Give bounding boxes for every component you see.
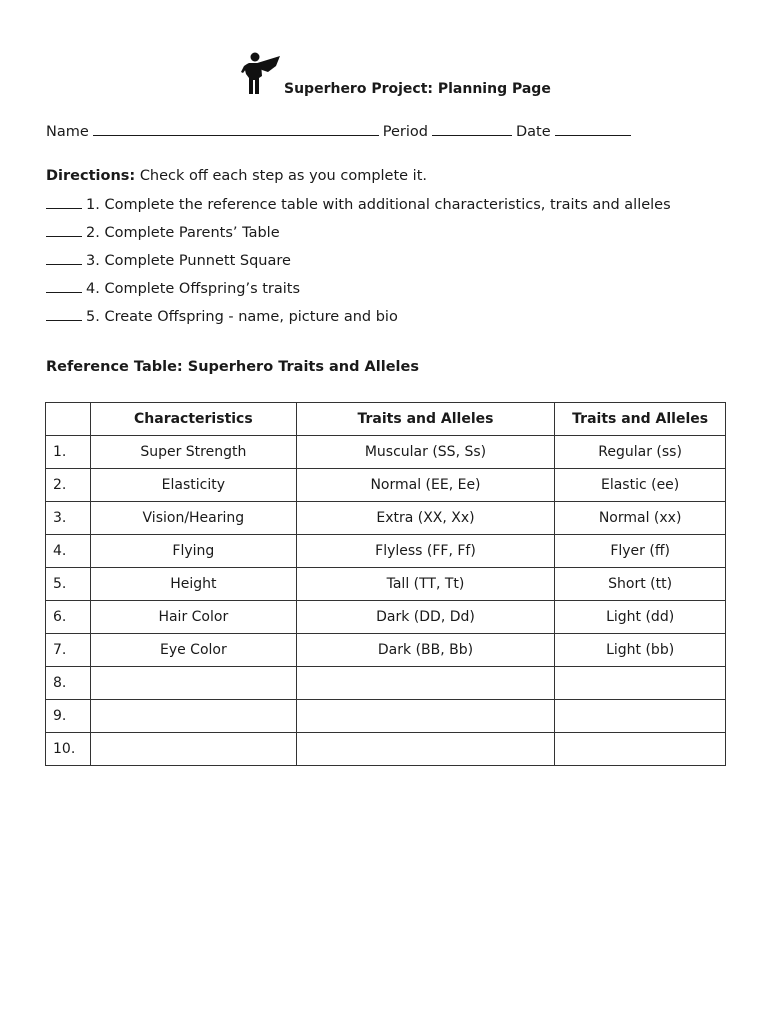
table-cell[interactable] (296, 733, 555, 766)
table-cell: Light (dd) (555, 601, 726, 634)
superhero-cape-icon (240, 50, 284, 96)
directions-text: Check off each step as you complete it. (139, 168, 428, 184)
table-cell[interactable] (90, 667, 296, 700)
date-label: Date (516, 124, 551, 140)
period-label: Period (382, 124, 428, 140)
row-number-cell: 3. (46, 502, 91, 535)
table-cell: Tall (TT, Tt) (296, 568, 555, 601)
date-field[interactable] (555, 123, 631, 136)
table-row (46, 733, 726, 766)
step-checkbox-blank[interactable] (46, 252, 82, 265)
table-cell: Short (tt) (555, 568, 726, 601)
table-header-row (46, 403, 726, 436)
table-cell[interactable] (296, 667, 555, 700)
step-text: 3. Complete Punnett Square (86, 253, 291, 269)
page-header (0, 48, 770, 98)
table-row (46, 634, 726, 667)
name-label: Name (46, 124, 89, 140)
table-cell: Dark (DD, Dd) (296, 601, 555, 634)
table-cell: Normal (xx) (555, 502, 726, 535)
header-cell: Characteristics (90, 403, 296, 436)
table-cell[interactable] (555, 667, 726, 700)
row-number-cell: 4. (46, 535, 91, 568)
header-cell (46, 403, 91, 436)
page-title: Superhero Project: Planning Page (284, 81, 551, 97)
table-cell: Elastic (ee) (555, 469, 726, 502)
table-row (46, 502, 726, 535)
table-row (46, 436, 726, 469)
header-cell: Traits and Alleles (296, 403, 555, 436)
row-number-cell: 2. (46, 469, 91, 502)
table-cell: Hair Color (90, 601, 296, 634)
step-checkbox-blank[interactable] (46, 280, 82, 293)
row-number-cell: 1. (46, 436, 91, 469)
table-cell: Vision/Hearing (90, 502, 296, 535)
table-row (46, 700, 726, 733)
step-item (46, 224, 671, 252)
table-cell[interactable] (90, 700, 296, 733)
step-item (46, 280, 671, 308)
header-cell: Traits and Alleles (555, 403, 726, 436)
step-checklist (46, 196, 671, 336)
row-number-cell: 6. (46, 601, 91, 634)
table-cell: Flyless (FF, Ff) (296, 535, 555, 568)
table-row (46, 568, 726, 601)
step-text: 2. Complete Parents’ Table (86, 225, 280, 241)
table-row (46, 535, 726, 568)
table-row (46, 469, 726, 502)
table-cell[interactable] (296, 700, 555, 733)
table-cell: Normal (EE, Ee) (296, 469, 555, 502)
step-text: 4. Complete Offspring’s traits (86, 281, 301, 297)
row-number-cell: 10. (46, 733, 91, 766)
table-cell: Flying (90, 535, 296, 568)
row-number-cell: 9. (46, 700, 91, 733)
step-item (46, 252, 671, 280)
step-item (46, 196, 671, 224)
table-cell: Elasticity (90, 469, 296, 502)
table-cell: Height (90, 568, 296, 601)
step-checkbox-blank[interactable] (46, 224, 82, 237)
row-number-cell: 8. (46, 667, 91, 700)
period-field[interactable] (432, 123, 512, 136)
table-cell: Super Strength (90, 436, 296, 469)
table-cell: Dark (BB, Bb) (296, 634, 555, 667)
directions-label: Directions: (46, 168, 136, 184)
table-cell[interactable] (90, 733, 296, 766)
table-row (46, 667, 726, 700)
table-cell: Eye Color (90, 634, 296, 667)
step-item (46, 308, 671, 336)
row-number-cell: 7. (46, 634, 91, 667)
step-text: 5. Create Offspring - name, picture and bio (86, 309, 398, 325)
reference-table (45, 402, 726, 766)
table-cell: Flyer (ff) (555, 535, 726, 568)
student-info-line (46, 123, 631, 140)
table-cell: Muscular (SS, Ss) (296, 436, 555, 469)
directions (46, 168, 427, 184)
step-checkbox-blank[interactable] (46, 308, 82, 321)
table-cell: Extra (XX, Xx) (296, 502, 555, 535)
name-field[interactable] (93, 123, 379, 136)
row-number-cell: 5. (46, 568, 91, 601)
reference-table-title: Reference Table: Superhero Traits and Alleles (46, 359, 419, 375)
table-cell[interactable] (555, 733, 726, 766)
table-cell: Regular (ss) (555, 436, 726, 469)
step-checkbox-blank[interactable] (46, 196, 82, 209)
table-cell: Light (bb) (555, 634, 726, 667)
step-text: 1. Complete the reference table with additional characteristics, traits and alleles (86, 197, 671, 213)
table-cell[interactable] (555, 700, 726, 733)
table-row (46, 601, 726, 634)
